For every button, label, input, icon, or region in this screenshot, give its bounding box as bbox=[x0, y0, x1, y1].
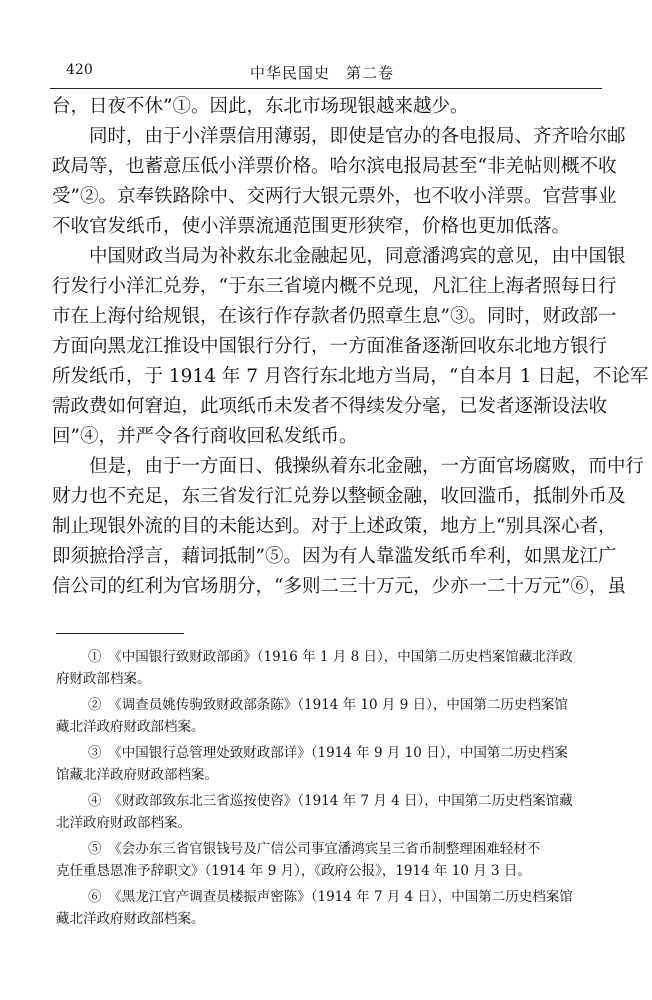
body-line: 政局等，也蓄意压低小洋票价格。哈尔滨电报局甚至“非羌帖则概不收 bbox=[52, 156, 617, 177]
body-line: 方面向黑龙江推设中国银行分行，一方面准备逐渐回收东北地方银行 bbox=[52, 336, 608, 357]
body-line: 需政费如何窘迫，此项纸币未发者不得续发分毫，已发者逐渐设法收 bbox=[52, 396, 608, 417]
footnote-line: ⑥ 《黑龙江官产调查员楼振声密陈》（1914 年 7 月 4 日），中国第二历史档案馆 bbox=[88, 889, 573, 905]
body-line: 即须摭拾浮言，藉词抵制”⑤。因为有人靠滥发纸币牟利，如黑龙江广 bbox=[52, 546, 617, 567]
body-line: 不收官发纸币，使小洋票流通范围更形狭窄，价格也更加低落。 bbox=[52, 216, 571, 237]
body-line: 行发行小洋汇兑券，“于东三省境内概不兑现，凡汇往上海者照每日行 bbox=[52, 276, 617, 297]
footnote-line: 馆藏北洋政府财政部档案。 bbox=[56, 767, 218, 783]
page-header bbox=[50, 62, 602, 84]
running-title: 中华民国史 第二卷 bbox=[250, 64, 395, 82]
page-number: 420 bbox=[66, 62, 93, 78]
body-line: 受”②。京奉铁路除中、交两行大银元票外，也不收小洋票。官营事业 bbox=[52, 186, 617, 207]
body-line: 制止现银外流的目的未能达到。对于上述政策，地方上“别具深心者， bbox=[52, 516, 617, 537]
footnote-line: 藏北洋政府财政部档案。 bbox=[56, 719, 205, 735]
body-line: 同时，由于小洋票信用薄弱，即使是官办的各电报局、齐齐哈尔邮 bbox=[89, 126, 626, 147]
footnote-line: 府财政部档案。 bbox=[56, 671, 151, 687]
body-line: 市在上海付给规银，在该行作存款者仍照章生息”③。同时，财政部一 bbox=[52, 306, 617, 327]
body-line: 所发纸币，于 1914 年 7 月咨行东北地方当局，“自本月 1 日起，不论军 bbox=[52, 366, 649, 387]
footnote-rule bbox=[56, 633, 184, 634]
body-line: 财力也不充足，东三省发行汇兑券以整顿金融，收回滥币，抵制外币及 bbox=[52, 486, 626, 507]
footnote-line: ① 《中国银行致财政部函》（1916 年 1 月 8 日），中国第二历史档案馆藏北洋政 bbox=[88, 649, 573, 665]
body-line: 但是，由于一方面日、俄操纵着东北金融，一方面官场腐败，而中行 bbox=[89, 456, 645, 477]
body-line: 中国财政当局为补救东北金融起见，同意潘鸿宾的意见，由中国银 bbox=[89, 246, 626, 267]
body-line: 台，日夜不休”①。因此，东北市场现银越来越少。 bbox=[52, 96, 469, 117]
body-line: 回”④，并严令各行商收回私发纸币。 bbox=[52, 426, 358, 447]
body-line: 信公司的红利为官场朋分，“多则二三十万元，少亦一二十万元”⑥，虽 bbox=[52, 576, 626, 597]
footnote-line: ④ 《财政部致东北三省巡按使咨》（1914 年 7 月 4 日），中国第二历史档案馆藏 bbox=[88, 793, 573, 809]
footnote-line: ② 《调查员姚传驹致财政部条陈》（1914 年 10 月 9 日），中国第二历史档案馆 bbox=[88, 697, 568, 713]
footnote-line: ⑤ 《会办东三省官银钱号及广信公司事宜潘鸿宾呈三省币制整理困难轻材不 bbox=[88, 841, 541, 857]
footnote-line: 藏北洋政府财政部档案。 bbox=[56, 911, 205, 927]
header-rule bbox=[50, 88, 602, 89]
footnote-line: 克任重恳恩准予辞职文》（1914 年 9 月），《政府公报》，1914 年 10 月 3 日。 bbox=[56, 863, 531, 879]
footnote-line: 北洋政府财政部档案。 bbox=[56, 815, 191, 831]
footnote-line: ③ 《中国银行总管理处致财政部详》（1914 年 9 月 10 日），中国第二历史档案 bbox=[88, 745, 568, 761]
